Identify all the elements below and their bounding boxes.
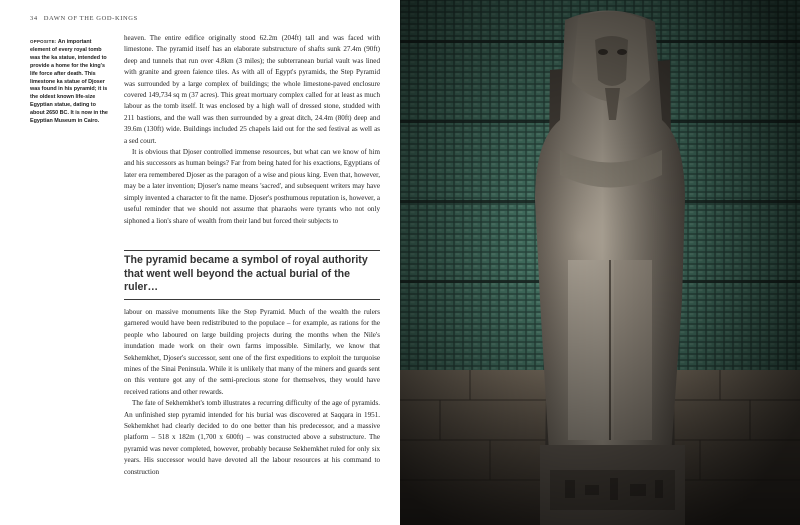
caption-text: An important element of every royal tomb was the ka statue, intended to provide a home for the king's life force after death. This limestone ka statue of Djoser was found in his pyramid; it is the oldest known life-size Egyptian statue, dating to about 2650 BC. It is now in the Egyptian Museum in Cairo.	[30, 39, 108, 125]
body-paragraph: The fate of Sekhemkhet's tomb illustrates a recurring difficulty of the age of pyramids. An unfinished step pyramid intended for his burial was discovered at Saqqara in 1951. Sekhemkhet had clearly decided to do one better than his predecessor, and a massive platform – 518 x 182m (1,700 x 600ft) – was constructed above a substructure. The pyramid was never completed, however, probably because Sekhemkhet ruled for only six years. His successor would have devoted all the labour resources at his command to construction	[124, 399, 380, 476]
ka-statue-photo	[400, 0, 800, 525]
ka-statue-of-djoser-photo	[400, 0, 800, 525]
body-paragraph: It is obvious that Djoser controlled immense resources, but what can we know of him and his successors as human beings? Far from being hated for his exactions, Egyptians of later era remembered Djoser as the paragon of a wise and pious king. Even that, however, may be a later invention; Djoser's name means 'sacred', and subsequent writers may have simply invented a character to fit the name. Djoser's posthumous reputation is, however, a useful reminder that we should not assume that pharaohs were tyrants who not only siphoned a lion's share of wealth from their land but forced their subjects to	[124, 148, 380, 225]
body-paragraph: heaven. The entire edifice originally stood 62.2m (204ft) tall and was faced with limestone. The pyramid itself has an elaborate substructure of shafts sunk 27.4m (90ft) deep and tunnels that run over 4.8km (3 miles); the subterranean burial vault was lined with granite and green faience tiles. As with all of Egypt's pyramids, the Step Pyramid was surrounded by a large complex of buildings; the whole limestone-paved enclosure covered 149,734 sq m (37 acres). This great mortuary complex called for at least as much labour as the tomb itself. It was enclosed by a high wall of dressed stone, studded with 211 bastions, and the wall was then surrounded by a great ditch, 24.4m (80ft) deep and 39.6m (130ft) wide. Buildings included 25 chapels laid out for the sed festival as well as a sed court.	[124, 34, 380, 145]
page-number: 34	[30, 15, 38, 22]
photo-caption	[30, 38, 108, 126]
body-paragraph: labour on massive monuments like the Step Pyramid. Much of the wealth the rulers garnered would have been redistributed to the populace – for example, as rations for the people who laboured on large building projects during the months when the Nile's inundation made work on their own farms impossible. Similarly, we know that Sekhemkhet, Djoser's successor, sent one of the first expeditions to exploit the turquoise mines of the Sinai Peninsula. While it is unlikely that many of the miners and guards sent on this venture got any of the semi-precious stone for themselves, they would have received rations and other rewards.	[124, 308, 380, 396]
pull-quote: The pyramid became a symbol of royal authority that went well beyond the actual burial of the ruler…	[124, 254, 368, 293]
body-text-top	[124, 33, 380, 227]
running-head-title: DAWN OF THE GOD-KINGS	[43, 15, 138, 22]
running-head	[30, 15, 138, 22]
pull-quote-rule-top	[124, 250, 380, 251]
caption-label: OPPOSITE:	[30, 39, 57, 44]
pull-quote-rule-bottom	[124, 299, 380, 300]
body-text-bottom	[124, 307, 380, 478]
